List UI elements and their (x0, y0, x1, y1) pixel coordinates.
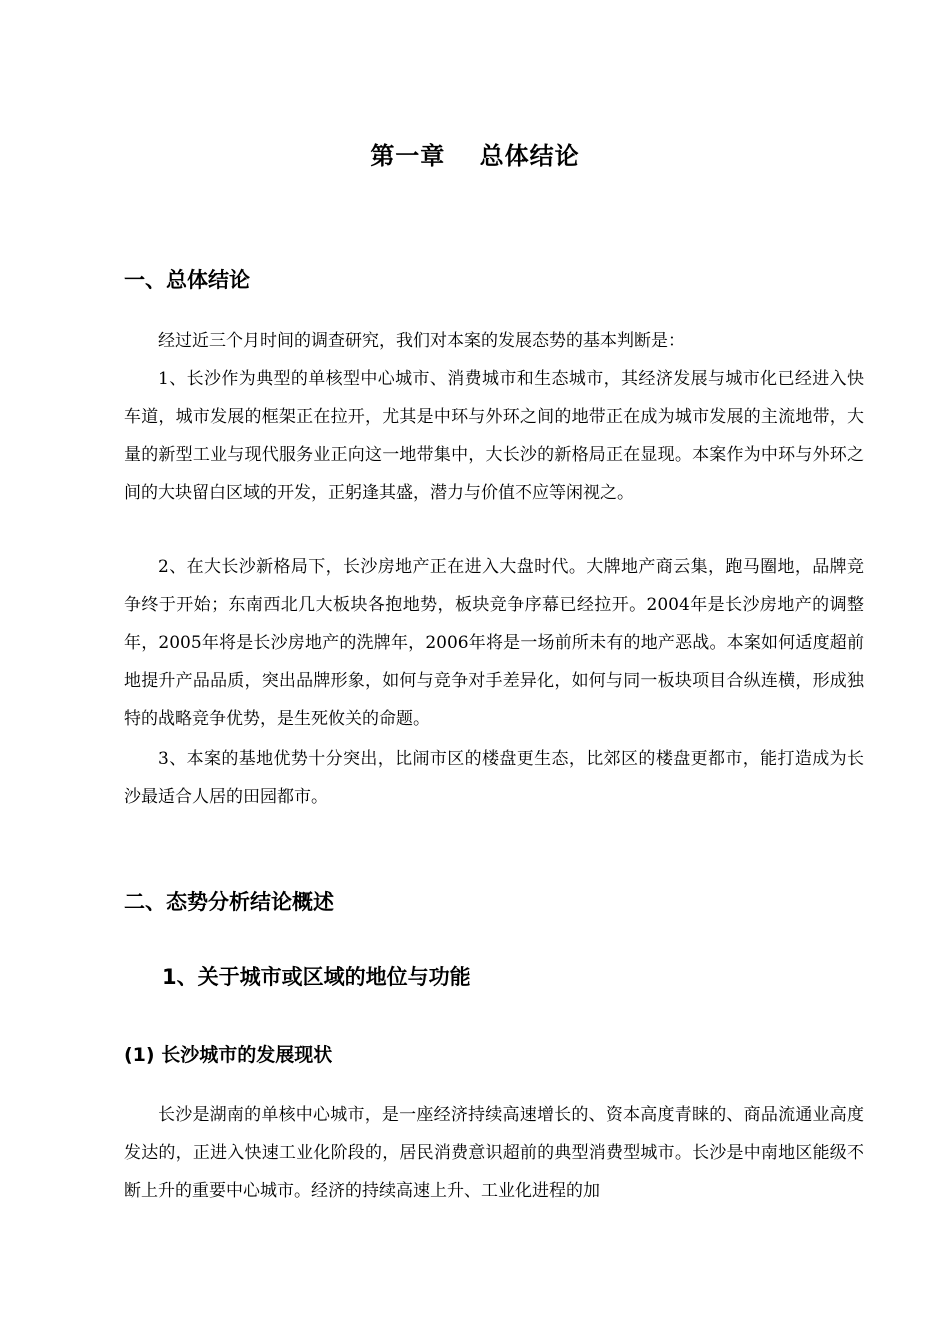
chapter-title: 第一章 总体结论 (370, 142, 580, 170)
changsha-status-paragraph: 长沙是湖南的单核中心城市，是一座经济持续高速增长的、资本高度青睐的、商品流通业高度发达的，正进入快速工业化阶段的，居民消费意识超前的典型消费型城市。长沙是中南地区能级不断上升的重要中心城市。经济的持续高速上升、工业化进程的加 (124, 1105, 864, 1201)
intro-paragraph: 经过近三个月时间的调查研究，我们对本案的发展态势的基本判断是： (158, 331, 685, 351)
subsubsection-heading-changsha-status: (1) 长沙城市的发展现状 (124, 1044, 333, 1066)
subsection-heading-city-role: 1、关于城市或区域的地位与功能 (162, 965, 471, 989)
conclusion-point-1: 1、长沙作为典型的单核型中心城市、消费城市和生态城市，其经济发展与城市化已经进入快车道，城市发展的框架正在拉开，尤其是中环与外环之间的地带正在成为城市发展的主流地带，大量的新型工业与现代服务业正向这一地带集中，大长沙的新格局正在显现。本案作为中环与外环之间的大块留白区域的开发，正躬逢其盛，潜力与价值不应等闲视之。 (124, 369, 864, 503)
section-heading-situation-analysis: 二、态势分析结论概述 (124, 890, 334, 914)
section-heading-overall-conclusion: 一、总体结论 (124, 268, 250, 292)
conclusion-point-2: 2、在大长沙新格局下，长沙房地产正在进入大盘时代。大牌地产商云集，跑马圈地，品牌竞争终于开始；东南西北几大板块各抱地势，板块竞争序幕已经拉开。2004年是长沙房地产的调整年，2005年将是长沙房地产的洗牌年，2006年将是一场前所未有的地产恶战。本案如何适度超前地提升产品品质，突出品牌形象，如何与竞争对手差异化，如何与同一板块项目合纵连横，形成独特的战略竞争优势，是生死攸关的命题。 (124, 557, 864, 729)
conclusion-point-3: 3、本案的基地优势十分突出，比闹市区的楼盘更生态，比郊区的楼盘更都市，能打造成为长沙最适合人居的田园都市。 (124, 749, 864, 807)
